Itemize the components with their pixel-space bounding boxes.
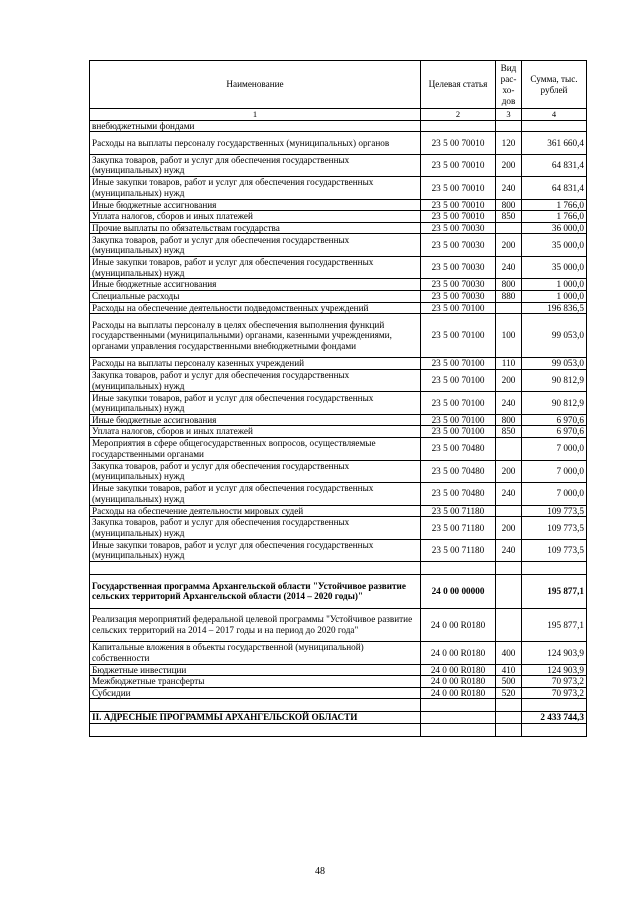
row-code: 23 5 00 70100 (421, 426, 496, 438)
page-number: 48 (315, 866, 325, 877)
row-name: Специальные расходы (90, 291, 421, 303)
row-sum: 124 903,9 (522, 664, 587, 676)
table-row (90, 132, 587, 155)
table-row (90, 426, 587, 438)
row-code: 23 5 00 70010 (421, 154, 496, 177)
row-name: Иные закупки товаров, работ и услуг для обеспечения государственных (муниципальных) нужд (90, 177, 421, 200)
row-kind (496, 724, 522, 737)
row-code: 23 5 00 70480 (421, 460, 496, 483)
table-row-program-heading (90, 575, 587, 609)
row-kind: 520 (496, 687, 522, 699)
table-row (90, 539, 587, 562)
row-sum: 1 766,0 (522, 211, 587, 223)
header-expense-type: Вид рас-хо-дов (496, 61, 522, 109)
row-code: 23 5 00 70100 (421, 392, 496, 415)
row-sum: 6 970,6 (522, 414, 587, 426)
column-number-row (90, 109, 587, 121)
table-row (90, 302, 587, 314)
row-name: Закупка товаров, работ и услуг для обеспечения государственных (муниципальных) нужд (90, 460, 421, 483)
row-kind (496, 712, 522, 724)
table-row (90, 505, 587, 517)
header-name: Наименование (90, 61, 421, 109)
row-sum: 35 000,0 (522, 234, 587, 257)
budget-table (89, 60, 587, 737)
row-name: Прочие выплаты по обязательствам государства (90, 222, 421, 234)
row-sum: 99 053,0 (522, 314, 587, 358)
row-code: 23 5 00 70010 (421, 199, 496, 211)
row-name: Закупка товаров, работ и услуг для обеспечения государственных (муниципальных) нужд (90, 234, 421, 257)
row-kind: 120 (496, 132, 522, 155)
row-code: 23 5 00 70100 (421, 414, 496, 426)
table-row (90, 314, 587, 358)
table-row (90, 199, 587, 211)
row-sum: 195 877,1 (522, 608, 587, 642)
row-sum: 36 000,0 (522, 222, 587, 234)
row-kind: 240 (496, 256, 522, 279)
table-row (90, 211, 587, 223)
row-code: 23 5 00 70100 (421, 358, 496, 370)
row-kind (496, 302, 522, 314)
row-kind: 200 (496, 154, 522, 177)
row-name: Межбюджетные трансферты (90, 676, 421, 688)
row-code: 24 0 00 R0180 (421, 664, 496, 676)
row-kind: 240 (496, 177, 522, 200)
row-name: Государственная программа Архангельской области "Устойчивое развитие сельских территорий Архангельской области (2014 – 2020 годы)" (90, 575, 421, 609)
row-sum: 109 773,5 (522, 539, 587, 562)
row-code (421, 712, 496, 724)
row-sum: 64 831,4 (522, 177, 587, 200)
row-name: Расходы на обеспечение деятельности подведомственных учреждений (90, 302, 421, 314)
row-code (421, 562, 496, 575)
row-code: 23 5 00 70010 (421, 211, 496, 223)
row-code: 23 5 00 70010 (421, 132, 496, 155)
table-row (90, 642, 587, 665)
row-name: Иные бюджетные ассигнования (90, 279, 421, 291)
row-name (90, 562, 421, 575)
row-kind: 800 (496, 414, 522, 426)
table-row (90, 279, 587, 291)
row-name: Субсидии (90, 687, 421, 699)
row-sum: 64 831,4 (522, 154, 587, 177)
row-name: Иные закупки товаров, работ и услуг для обеспечения государственных (муниципальных) нужд (90, 256, 421, 279)
row-sum: 109 773,5 (522, 517, 587, 540)
table-row (90, 256, 587, 279)
row-sum: 35 000,0 (522, 256, 587, 279)
row-name: Капитальные вложения в объекты государственной (муниципальной) собственности (90, 642, 421, 665)
row-code (421, 699, 496, 712)
row-name: Иные бюджетные ассигнования (90, 199, 421, 211)
row-kind: 240 (496, 392, 522, 415)
row-name: Закупка товаров, работ и услуг для обеспечения государственных (муниципальных) нужд (90, 517, 421, 540)
row-code: 23 5 00 70030 (421, 256, 496, 279)
table-row (90, 517, 587, 540)
row-name: внебюджетными фондами (90, 120, 421, 132)
table-row (90, 676, 587, 688)
row-code: 23 5 00 71180 (421, 517, 496, 540)
row-kind: 410 (496, 664, 522, 676)
row-kind: 850 (496, 211, 522, 223)
row-kind: 800 (496, 279, 522, 291)
row-sum: 7 000,0 (522, 438, 587, 461)
row-code: 23 5 00 70010 (421, 177, 496, 200)
column-number: 1 (90, 109, 421, 121)
row-kind: 880 (496, 291, 522, 303)
table-row (90, 664, 587, 676)
table-row (90, 177, 587, 200)
row-kind (496, 222, 522, 234)
row-kind: 100 (496, 314, 522, 358)
row-name: Иные закупки товаров, работ и услуг для обеспечения государственных (муниципальных) нужд (90, 483, 421, 506)
header-sum: Сумма, тыс. рублей (522, 61, 587, 109)
row-kind (496, 575, 522, 609)
row-kind (496, 608, 522, 642)
row-name: Иные бюджетные ассигнования (90, 414, 421, 426)
row-sum: 1 000,0 (522, 279, 587, 291)
row-kind: 200 (496, 234, 522, 257)
row-code: 24 0 00 R0180 (421, 676, 496, 688)
row-code: 23 5 00 70100 (421, 369, 496, 392)
row-kind: 110 (496, 358, 522, 370)
row-name: Реализация мероприятий федеральной целевой программы "Устойчивое развитие сельских территорий на 2014 – 2017 годы и на период до 2020 года" (90, 608, 421, 642)
row-name: Расходы на выплаты персоналу казенных учреждений (90, 358, 421, 370)
column-number: 3 (496, 109, 522, 121)
row-kind: 240 (496, 539, 522, 562)
row-sum: 124 903,9 (522, 642, 587, 665)
row-sum: 196 836,5 (522, 302, 587, 314)
table-row-empty (90, 562, 587, 575)
row-code (421, 724, 496, 737)
row-sum: 361 660,4 (522, 132, 587, 155)
row-kind: 500 (496, 676, 522, 688)
row-code: 23 5 00 70480 (421, 438, 496, 461)
row-code: 23 5 00 71180 (421, 539, 496, 562)
table-row (90, 414, 587, 426)
table-header-row (90, 61, 587, 109)
row-sum: 70 973,2 (522, 676, 587, 688)
row-kind: 800 (496, 199, 522, 211)
row-code: 23 5 00 70100 (421, 314, 496, 358)
table-row-empty (90, 724, 587, 737)
row-sum: 70 973,2 (522, 687, 587, 699)
table-row-empty (90, 699, 587, 712)
row-name: Бюджетные инвестиции (90, 664, 421, 676)
row-kind (496, 120, 522, 132)
row-sum: 7 000,0 (522, 460, 587, 483)
row-sum: 1 000,0 (522, 291, 587, 303)
row-code: 23 5 00 70030 (421, 279, 496, 291)
row-sum: 109 773,5 (522, 505, 587, 517)
row-sum (522, 699, 587, 712)
row-sum: 7 000,0 (522, 483, 587, 506)
row-kind: 200 (496, 517, 522, 540)
row-code: 24 0 00 R0180 (421, 608, 496, 642)
row-kind (496, 505, 522, 517)
row-sum: 195 877,1 (522, 575, 587, 609)
row-code: 23 5 00 70480 (421, 483, 496, 506)
row-code: 23 5 00 70100 (421, 302, 496, 314)
row-name: Расходы на обеспечение деятельности мировых судей (90, 505, 421, 517)
table-row (90, 358, 587, 370)
row-kind (496, 562, 522, 575)
row-sum (522, 120, 587, 132)
row-name: Иные закупки товаров, работ и услуг для обеспечения государственных (муниципальных) нужд (90, 392, 421, 415)
table-row (90, 608, 587, 642)
row-sum: 90 812,9 (522, 392, 587, 415)
row-code: 23 5 00 70030 (421, 222, 496, 234)
row-name (90, 724, 421, 737)
table-row (90, 291, 587, 303)
table-row (90, 234, 587, 257)
column-number: 4 (522, 109, 587, 121)
table-row (90, 460, 587, 483)
table-row (90, 120, 587, 132)
table-row (90, 687, 587, 699)
table-row-section-heading (90, 712, 587, 724)
row-kind (496, 438, 522, 461)
row-sum (522, 724, 587, 737)
row-sum: 90 812,9 (522, 369, 587, 392)
row-code: 24 0 00 R0180 (421, 642, 496, 665)
row-code: 23 5 00 70030 (421, 291, 496, 303)
row-name (90, 699, 421, 712)
row-code (421, 120, 496, 132)
row-name: Уплата налогов, сборов и иных платежей (90, 211, 421, 223)
row-kind: 850 (496, 426, 522, 438)
row-sum: 1 766,0 (522, 199, 587, 211)
table-row (90, 154, 587, 177)
row-sum: 99 053,0 (522, 358, 587, 370)
column-number: 2 (421, 109, 496, 121)
row-name: Мероприятия в сфере общегосударственных вопросов, осуществляемые государственными органами (90, 438, 421, 461)
table-row (90, 369, 587, 392)
row-name: Закупка товаров, работ и услуг для обеспечения государственных (муниципальных) нужд (90, 369, 421, 392)
row-sum (522, 562, 587, 575)
row-code: 24 0 00 00000 (421, 575, 496, 609)
row-name: Уплата налогов, сборов и иных платежей (90, 426, 421, 438)
table-row (90, 392, 587, 415)
row-kind: 240 (496, 483, 522, 506)
row-sum: 6 970,6 (522, 426, 587, 438)
row-name: Расходы на выплаты персоналу государственных (муниципальных) органов (90, 132, 421, 155)
row-kind: 200 (496, 460, 522, 483)
row-name: Расходы на выплаты персоналу в целях обеспечения выполнения функций государственными (муниципальными) органами, казенными учреждениями, органами управления государственными внебюджетными фондами (90, 314, 421, 358)
row-kind: 400 (496, 642, 522, 665)
table-row (90, 222, 587, 234)
table-row (90, 438, 587, 461)
table-row (90, 483, 587, 506)
row-code: 23 5 00 70030 (421, 234, 496, 257)
row-code: 24 0 00 R0180 (421, 687, 496, 699)
row-name: Иные закупки товаров, работ и услуг для обеспечения государственных (муниципальных) нужд (90, 539, 421, 562)
row-name: II. АДРЕСНЫЕ ПРОГРАММЫ АРХАНГЕЛЬСКОЙ ОБЛАСТИ (90, 712, 421, 724)
row-kind (496, 699, 522, 712)
row-name: Закупка товаров, работ и услуг для обеспечения государственных (муниципальных) нужд (90, 154, 421, 177)
row-kind: 200 (496, 369, 522, 392)
header-target-article: Целевая статья (421, 61, 496, 109)
row-code: 23 5 00 71180 (421, 505, 496, 517)
row-sum: 2 433 744,3 (522, 712, 587, 724)
